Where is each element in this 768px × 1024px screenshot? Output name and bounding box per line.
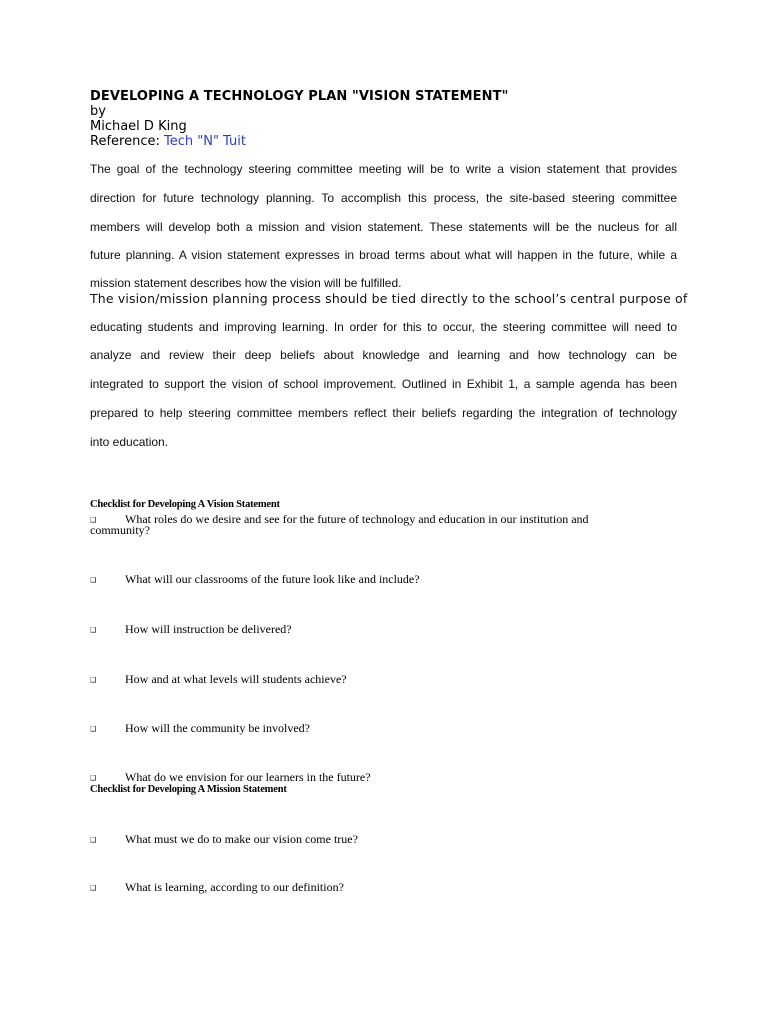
checklist-item-text: What roles do we desire and see for the future of technology and education in our institution and bbox=[125, 512, 589, 526]
paragraph-line: direction for future technology planning. To accomplish this process, the site-based steering committee bbox=[90, 191, 677, 205]
checklist-item-text: How will the community be involved? bbox=[125, 721, 310, 735]
paragraph-line: future planning. A vision statement expresses in broad terms about what will happen in the future, while a bbox=[90, 248, 677, 262]
checkbox-bullet-icon: ❑ bbox=[90, 836, 97, 844]
author-name: Michael D King bbox=[90, 119, 187, 134]
checklist-item-continuation: community? bbox=[90, 523, 150, 537]
checkbox-bullet-icon: ❑ bbox=[90, 626, 97, 634]
paragraph-line: members will develop both a mission and vision statement. These statements will be the nucleus for all bbox=[90, 220, 677, 234]
checklist-item-text: How will instruction be delivered? bbox=[125, 622, 292, 636]
checklist-item-text: How and at what levels will students achieve? bbox=[125, 672, 347, 686]
checkbox-bullet-icon: ❑ bbox=[90, 676, 97, 684]
checklist-item-text: What must we do to make our vision come true? bbox=[125, 832, 358, 846]
reference-link[interactable]: Tech "N" Tuit bbox=[163, 134, 246, 149]
paragraph-line: integrated to support the vision of school improvement. Outlined in Exhibit 1, a sample agenda has been bbox=[90, 377, 677, 391]
paragraph-line: analyze and review their deep beliefs about knowledge and learning and how technology can be bbox=[90, 348, 677, 362]
checkbox-bullet-icon: ❑ bbox=[90, 725, 97, 733]
paragraph-line: prepared to help steering committee members reflect their beliefs regarding the integration of technology bbox=[90, 406, 677, 420]
checkbox-bullet-icon: ❑ bbox=[90, 884, 97, 892]
paragraph-line: educating students and improving learning. In order for this to occur, the steering committee will need to bbox=[90, 320, 677, 334]
checkbox-bullet-icon: ❑ bbox=[90, 576, 97, 584]
checklist-item-text: What will our classrooms of the future look like and include? bbox=[125, 572, 420, 586]
reference-label: Reference: bbox=[90, 134, 160, 149]
checklist-item-text: What do we envision for our learners in the future? bbox=[125, 770, 371, 784]
byline-by: by bbox=[90, 104, 106, 119]
checklist-item-text: What is learning, according to our definition? bbox=[125, 880, 344, 894]
checkbox-bullet-icon: ❑ bbox=[90, 774, 97, 782]
mission-checklist-heading: Checklist for Developing A Mission Statement bbox=[90, 784, 287, 795]
paragraph-line: The vision/mission planning process should be tied directly to the school’s central purpose of bbox=[90, 291, 688, 306]
vision-checklist-heading: Checklist for Developing A Vision Statement bbox=[90, 499, 280, 510]
paragraph-line: into education. bbox=[90, 435, 169, 449]
reference-line bbox=[90, 134, 246, 149]
document-title: DEVELOPING A TECHNOLOGY PLAN "VISION STATEMENT" bbox=[90, 89, 509, 104]
checkbox-bullet-icon: ❑ bbox=[90, 516, 97, 524]
paragraph-line: The goal of the technology steering committee meeting will be to write a vision statement that provides bbox=[90, 162, 677, 176]
paragraph-line: mission statement describes how the vision will be fulfilled. bbox=[90, 276, 402, 290]
